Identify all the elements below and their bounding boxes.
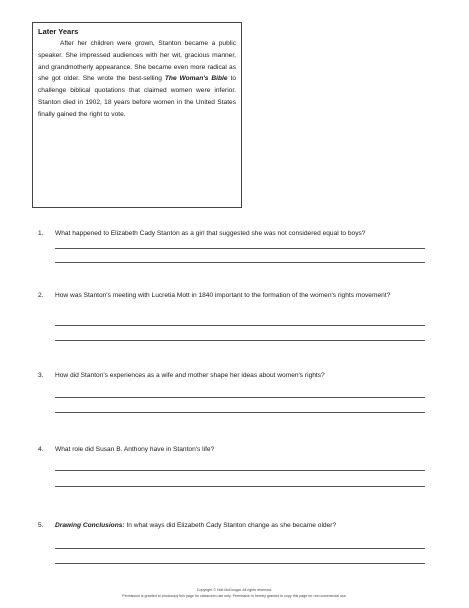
question-body: In what ways did Elizabeth Cady Stanton change as she became older? bbox=[124, 522, 337, 529]
question-number: 3. bbox=[38, 372, 44, 379]
answer-line[interactable] bbox=[55, 412, 425, 413]
question-number: 2. bbox=[38, 292, 44, 299]
sidebar-title: Later Years bbox=[38, 27, 79, 36]
answer-line[interactable] bbox=[55, 262, 425, 263]
answer-line[interactable] bbox=[55, 548, 425, 549]
question-number: 1. bbox=[38, 230, 44, 237]
sidebar-text-part-2: to challenge biblical quotations that claimed women were inferior. Stanton died in 1902, 18 years before women in the United States finally gained the right to vote. bbox=[38, 75, 236, 118]
question-text: What happened to Elizabeth Cady Stanton as a girl that suggested she was not considered equal to boys? bbox=[55, 230, 366, 237]
answer-line[interactable] bbox=[55, 325, 425, 326]
question-5 bbox=[38, 520, 433, 531]
answer-line[interactable] bbox=[55, 486, 425, 487]
question-lead: Drawing Conclusions: bbox=[55, 522, 125, 529]
answer-line[interactable] bbox=[55, 563, 425, 564]
sidebar-text bbox=[38, 38, 236, 121]
question-text: How was Stanton's meeting with Lucretia Mott in 1840 important to the formation of the women's rights movement? bbox=[55, 292, 391, 299]
answer-line[interactable] bbox=[55, 397, 425, 398]
sidebar-text-part-1: After her children were grown, Stanton became a public speaker. She impressed audiences with her wit, gracious manner, and grandmotherly appearance. She became even more radical as she got older. She wrote the best-selling bbox=[38, 40, 236, 83]
question-number: 4. bbox=[38, 446, 44, 453]
copyright-line: Copyright © Holt McDougal. All rights reserved. bbox=[196, 588, 273, 592]
question-2 bbox=[38, 290, 433, 301]
question-4 bbox=[38, 444, 433, 455]
question-text bbox=[38, 520, 433, 531]
answer-line[interactable] bbox=[55, 340, 425, 341]
permission-line: Permission is granted to photocopy this page for classroom use only. Permission is hereby granted to copy this page for non-commercial use. bbox=[122, 594, 347, 598]
question-1 bbox=[38, 228, 433, 239]
question-number: 5. bbox=[38, 522, 44, 529]
book-title: The Woman's Bible bbox=[164, 75, 228, 83]
answer-line[interactable] bbox=[55, 248, 425, 249]
answer-line[interactable] bbox=[55, 470, 425, 471]
later-years-sidebar bbox=[32, 22, 242, 208]
question-3 bbox=[38, 370, 433, 381]
question-text: What role did Susan B. Anthony have in Stanton's life? bbox=[55, 446, 215, 453]
question-text: How did Stanton's experiences as a wife and mother shape her ideas about women's rights? bbox=[55, 372, 325, 379]
